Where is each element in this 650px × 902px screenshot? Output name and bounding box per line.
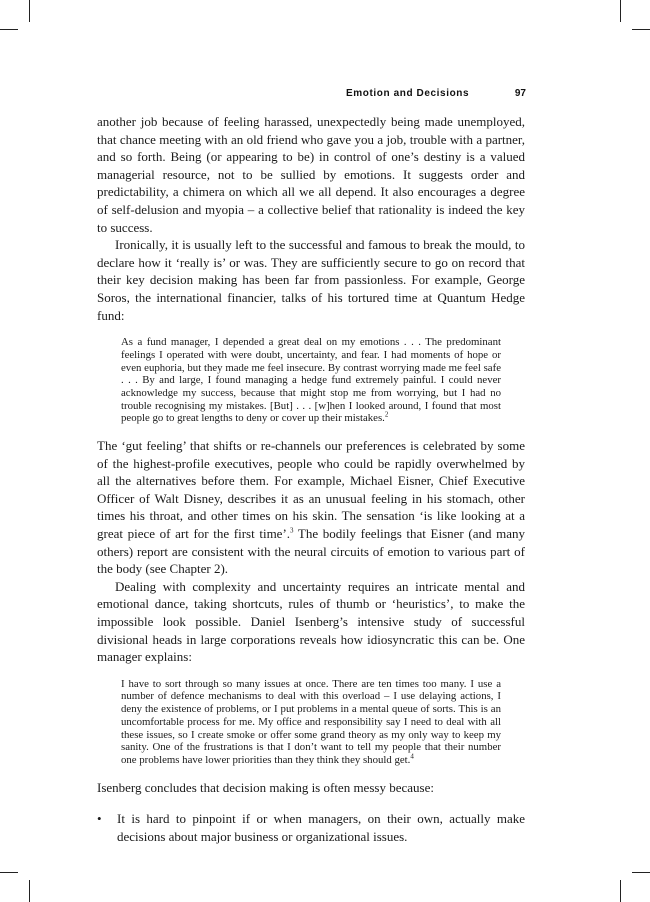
crop-mark xyxy=(29,880,30,902)
paragraph xyxy=(97,437,525,578)
block-quote xyxy=(121,678,501,767)
paragraph-text: The bodily feelings that Eisner (and many others) report are consistent with the neural circuits of emotion to various part of the body (see Chapter 2). xyxy=(97,526,525,577)
paragraph: another job because of feeling harassed, unexpectedly being made unemployed, that chance meeting with an old friend who gave you a job, trouble with a partner, and so forth. Being (or appearing to be) in control of one’s destiny is a valued managerial resource, not to be sullied by emotions. It suggests order and predictability, a chimera on which all we all depend. It also encourages a degree of self-delusion and myopia – a collective belief that rationality is indeed the key to success. xyxy=(97,114,525,235)
footnote-ref: 2 xyxy=(384,410,389,419)
crop-mark xyxy=(0,29,18,30)
list-item xyxy=(97,810,525,845)
list-item-text: It is hard to pinpoint if or when managers, on their own, actually make decisions about major business or organizational issues. xyxy=(117,811,525,844)
paragraph: Ironically, it is usually left to the successful and famous to break the mould, to declare how it ‘really is’ or was. They are sufficiently secure to go on record that their key decision making has been far from passionless. For example, George Soros, the international financier, talks of his tortured time at Quantum Hedge fund: xyxy=(97,237,525,323)
crop-mark xyxy=(0,872,18,873)
crop-mark xyxy=(29,0,30,22)
page-number: 97 xyxy=(514,88,526,99)
paragraph-text: The ‘gut feeling’ that shifts or re-channels our preferences is celebrated by some of the highest-profile executives, people who could be rapidly overwhelmed by all the alternatives before them. For example, Michael Eisner, Chief Executive Officer of Walt Disney, describes it as an unusual feeling in his stomach, other times his throat, and other times on his skin. The sensation ‘is like looking at a great piece of art for the first time’. xyxy=(97,438,525,542)
paragraph: Dealing with complexity and uncertainty requires an intricate mental and emotional dance, taking shortcuts, rules of thumb or ‘heuristics’, to make the impossible look possible. Daniel Isenberg’s intensive study of successful divisional heads in large corporations reveals how idiosyncratic this can be. One manager explains: xyxy=(97,578,525,665)
footnote-ref: 3 xyxy=(290,526,294,535)
crop-mark xyxy=(620,0,621,22)
paragraph: Isenberg concludes that decision making is often messy because: xyxy=(97,779,434,795)
quote-text: I have to sort through so many issues at once. There are ten times too many. I use a number of defence mechanisms to deal with this overload – I use delaying actions, I deny the existence of problems, or I put problems in a mental queue of sorts. This is an uncomfortable process for me. My office and responsibility say I need to deal with all these issues, so I create smoke or offer some grand theory as my only way to keep my sanity. One of the frustrations is that I don’t want to tell my people that their number one problems have lower priorities than they think they should get. xyxy=(121,677,501,766)
block-quote xyxy=(121,336,501,425)
crop-mark xyxy=(632,872,650,873)
running-header-title: Emotion and Decisions xyxy=(346,88,470,99)
bullet-list xyxy=(97,810,525,845)
quote-text: As a fund manager, I depended a great deal on my emotions . . . The predominant feelings I operated with were doubt, uncertainty, and fear. I had moments of hope or even euphoria, but they made me feel insecure. By contrast worrying made me feel safe . . . By and large, I found managing a hedge fund extremely painful. I could never acknowledge my success, because that might stop me from worrying, but I had no trouble recognising my mistakes. [But] . . . [w]hen I looked around, I found that most people go to great lengths to deny or cover up their mistakes. xyxy=(121,336,501,425)
crop-mark xyxy=(632,29,650,30)
crop-mark xyxy=(620,880,621,902)
footnote-ref: 4 xyxy=(410,752,414,761)
page-body xyxy=(97,113,525,845)
bullet-icon: • xyxy=(97,811,102,827)
